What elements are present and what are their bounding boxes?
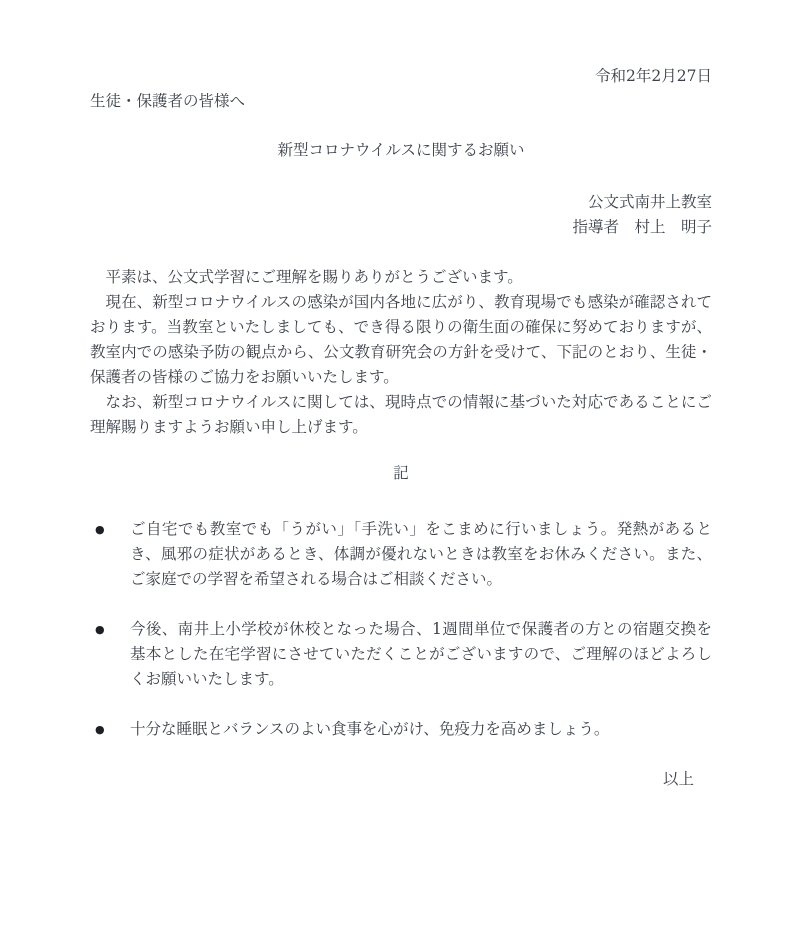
list-item xyxy=(90,717,712,742)
bullet-icon: ● xyxy=(95,723,105,736)
closing-word: 以上 xyxy=(662,770,694,788)
paragraph-situation: 現在、新型コロナウイルスの感染が国内各地に広がり、教育現場でも感染が確認されております。当教室といたしましても、でき得る限りの衛生面の確保に努めておりますが、教室内での感染予防の観点から、公文教育研究会の方針を受けて、下記のとおり、生徒・保護者の皆様のご協力をお願いいたします。 xyxy=(90,293,712,386)
document-date: 令和2年2月27日 xyxy=(595,67,712,85)
sender-block xyxy=(90,190,712,240)
paragraph-note: なお、新型コロナウイルスに関しては、現時点での情報に基づいた対応であることにご理解賜りますようお願い申し上げます。 xyxy=(90,393,712,436)
sender-person: 指導者 村上 明子 xyxy=(572,218,712,236)
bullet-icon: ● xyxy=(95,623,105,636)
document-title: 新型コロナウイルスに関するお願い xyxy=(277,141,525,159)
addressee: 生徒・保護者の皆様へ xyxy=(90,92,246,110)
list-item xyxy=(90,517,712,592)
sender-organization: 公文式南井上教室 xyxy=(587,193,712,211)
bullet-text-health: 十分な睡眠とバランスのよい食事を心がけ、免疫力を高めましょう。 xyxy=(130,720,610,738)
notice-heading: 記 xyxy=(393,464,409,482)
bullet-text-school-closure: 今後、南井上小学校が休校となった場合、1週間単位で保護者の方との宿題交換を基本とした在宅学習にさせていただくことがございますので、ご理解のほどよろしくお願いいたします。 xyxy=(130,620,712,688)
bullet-list xyxy=(90,517,712,742)
paragraph-greeting: 平素は、公文式学習にご理解を賜りありがとうございます。 xyxy=(105,268,523,286)
body-text xyxy=(90,265,712,440)
list-item xyxy=(90,617,712,692)
bullet-text-hygiene: ご自宅でも教室でも「うがい」「手洗い」をこまめに行いましょう。発熱があるとき、風邪の症状があるとき、体調が優れないときは教室をお休みください。また、ご家庭での学習を希望される場合はご相談ください。 xyxy=(130,520,712,588)
bullet-icon: ● xyxy=(95,523,105,536)
